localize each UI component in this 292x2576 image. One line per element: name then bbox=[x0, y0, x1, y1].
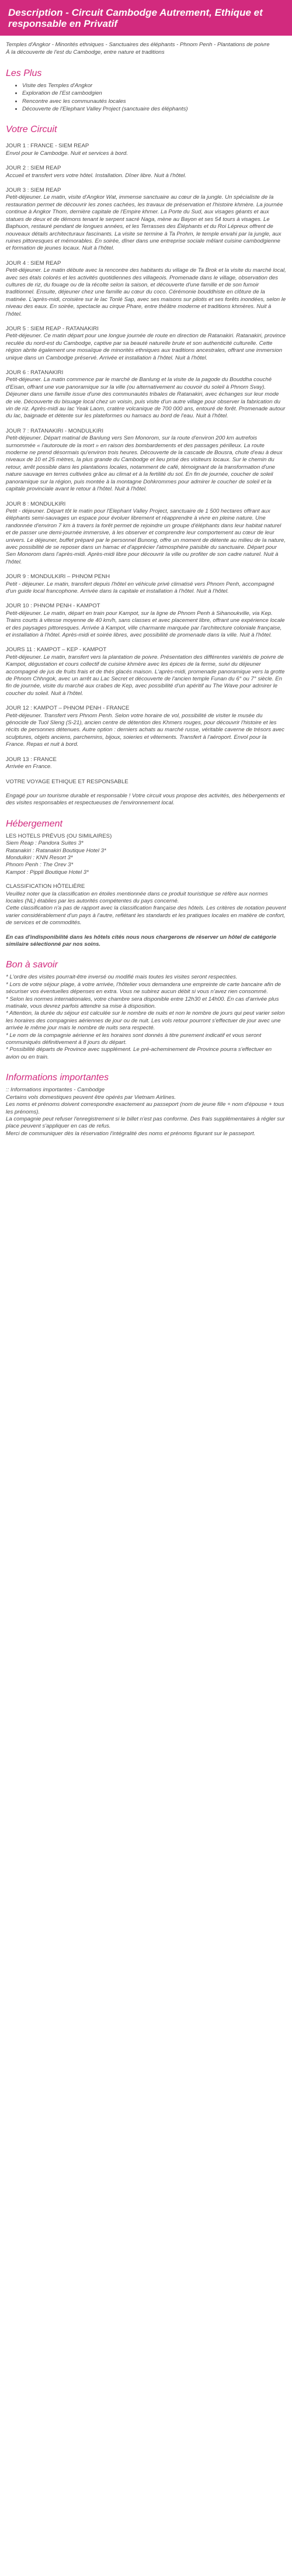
day-title: JOUR 13 : FRANCE bbox=[6, 756, 57, 763]
itinerary-day bbox=[6, 428, 286, 493]
info-line: Les noms et prénoms doivent correspondre exactement au passeport (nom de jeune fille + nom d'épouse + tous les prénoms). bbox=[6, 1101, 284, 1115]
intro-line: Temples d'Angkor - Minorités ethniques - Sanctuaires des éléphants - Phnom Penh - Plantations de poivre bbox=[6, 42, 270, 48]
itinerary-day bbox=[6, 705, 286, 748]
itinerary-day bbox=[6, 603, 286, 639]
classification-section bbox=[6, 883, 286, 948]
itinerary-day bbox=[6, 143, 286, 157]
info-item: * L'ordre des visites pourrait-être inversé ou modifié mais toutes les visites seront respectées. bbox=[6, 974, 238, 981]
itinerary-day bbox=[6, 573, 286, 595]
day-title: JOURS 11 : KAMPOT – KEP - KAMPOT bbox=[6, 646, 107, 653]
section-heading-plus: Les Plus bbox=[6, 68, 42, 78]
day-description: Petit - déjeuner. Le matin, transfert depuis l'hôtel en véhicule privé climatisé vers Phnom Penh, accompagné d'un guide local francophone. Arrivée dans la capitale et installation à l'hôtel. Nuit à l'hôtel. bbox=[6, 580, 274, 594]
day-title: JOUR 4 : SIEM REAP bbox=[6, 260, 61, 267]
itinerary-day bbox=[6, 369, 286, 420]
hotel-line: Kampot : Pippli Boutique Hotel 3* bbox=[6, 869, 89, 876]
hotel-line: Mondulkiri : KNN Resort 3* bbox=[6, 854, 73, 861]
voyage-section bbox=[6, 779, 286, 807]
itinerary-day bbox=[6, 165, 286, 179]
plus-item: • Découverte de l'Elephant Valley Project (sanctuaire des éléphants) bbox=[22, 106, 286, 113]
info-line: :: Informations importantes - Cambodge bbox=[6, 1087, 105, 1094]
voyage-text: Engagé pour un tourisme durable et responsable ! Votre circuit vous propose des activités, des hébergements et des visites responsables et respectueuses de l'environnement local. bbox=[6, 792, 285, 807]
day-description: Petit-déjeuner. La matin commence par le marché de Banlung et la visite de la pagode du Bouddha couché d'Eisan, offrant une vue panoramique sur la ville (ou alternativement au couvoir du soleil à Phnom Svay). Déjeuner dans une famille issue d'une des communautés tribales de Ratanakiri, avec échanges sur leur mode de vie. Découverte du bisuage local chez un voisin, puis visite d'un autre village pour observer la fabrication du vin de riz. Après-midi au lac Yeak Laom, cratère volcanique de 700 000 ans, entouré de forêt. Promenade autour du lac, baignade et détente sur les plateformes ou hamacs au bord de l'eau. Nuit à l'hôtel. bbox=[6, 376, 286, 420]
voyage-title: VOTRE VOYAGE ETHIQUE ET RESPONSABLE bbox=[6, 778, 128, 785]
day-title: JOUR 5 : SIEM REAP - RATANAKIRI bbox=[6, 325, 99, 332]
page-title: Description - Circuit Cambodge Autrement, Ethique et responsable en Privatif bbox=[8, 7, 263, 29]
day-description: Arrivée en France. bbox=[6, 763, 52, 770]
page bbox=[0, 0, 292, 1146]
hotel-line: Ratanakiri : Ratanakiri Boutique Hotel 3* bbox=[6, 847, 106, 854]
day-description: Petit-déjeuner. Le matin, visite d'Angkor Wat, immense sanctuaire au cœur de la jungle. Un spécialiste de la restauration permet de découvrir les zones cachées, les travaux de préservation et l'histoire khmère. La journée continue à Angkor Thom, dernière capitale de l'Empire khmer. La Porte du Sud, aux visages géants et aux statues de deux et de démons tenant le serpent sacré Naga, mène au Bayon et ses 54 tours à visages. Le Baphuon, restauré pendant de longues années, et les Terrasses des Éléphants et du Roi Lépreux offrent de nouveaux détails architecturaux fascinants. La visite se termine à Ta Prohm, le temple envahi par la jungle, aux ruines pittoresques et mémorables. En soirée, dîner dans une entreprise sociale mêlant cuisine cambodgienne et formation de jeunes locaux. Nuit à l'hôtel. bbox=[6, 194, 283, 252]
hotels-section bbox=[6, 833, 286, 876]
day-title: JOUR 1 : FRANCE - SIEM REAP bbox=[6, 143, 89, 150]
title-banner bbox=[0, 0, 292, 36]
day-description: Petit-déjeuner. Le matin, transfert vers la plantation de poivre. Présentation des différentes variétés de poivre de Kampot, dégustation et cours collectif de cuisine khmère avec les épices de la ferme, suivi du déjeuner accompagné de jus de fruits frais et de thés glacés maison. L'après-midi, promenade panoramique vers la grotte de Phnom Chhngok, avec un arrêt au Lac Secret et découverte de l'ancien temple Funan du 6° ou 7° siècle. En fin de journée, visite du marché aux crabes de Kep, avec possibilité d'un apéritif au The Wave pour admirer le coucher du soleil. Nuit à l'hôtel. bbox=[6, 653, 285, 697]
info-item: * Selon les normes internationales, votre chambre sera disponible entre 12h30 et 14h00. En cas d'arrivée plus matinale, vous devrez parfois attendre sa mise à disposition. bbox=[6, 995, 279, 1010]
itinerary-day bbox=[6, 756, 286, 771]
plus-item: • Rencontre avec les communautés locales bbox=[22, 98, 286, 105]
classification-title: CLASSIFICATION HÔTELIÈRE bbox=[6, 883, 85, 890]
day-description: Petit-déjeuner. Départ matinal de Banlung vers Sen Monorom, sur la route d'environ 200 km autrefois surnommée « l'autoroute de la mort » en raison des bombardements et des passages périlleux. La route moderne ne prend désormais qu'environ trois heures. Découverte de la cascade de Bousra, chute d'eau à deux niveaux de 10 et 25 mètres, la plus grande du Cambodge et lieu prisé des visiteurs locaux. Sur le chemin du retour, arrêt possible dans les plantations locales, notamment de café, témoignant de la transformation d'une nature sauvage en terres cultivées grâce au climat et à la fertilité du sol. En fin de journée, coucher de soleil panoramique sur la région, puis montée à la montagne Dohkrommes pour admirer le coucher de soleil et la capitale provinciale avant le retour à l'hôtel. Nuit à l'hôtel. bbox=[6, 435, 283, 493]
bon-a-savoir-list bbox=[6, 974, 286, 1061]
itinerary bbox=[6, 143, 286, 770]
itinerary-day bbox=[6, 646, 286, 697]
intro bbox=[6, 36, 286, 57]
info-item: * Le nom de la compagnie aérienne et les horaires sont donnés à titre purement indicatif et vous seront communiqués définitivement à 8 jours du départ. bbox=[6, 1032, 262, 1046]
itinerary-day bbox=[6, 326, 286, 362]
infos-list bbox=[6, 1087, 286, 1137]
day-description: Accueil et transfert vers votre hôtel. Installation. Dîner libre. Nuit à l'hôtel. bbox=[6, 172, 186, 179]
day-title: JOUR 12 : KAMPOT – PHNOM PENH - FRANCE bbox=[6, 705, 130, 712]
itinerary-day bbox=[6, 187, 286, 253]
day-description: Petit - déjeuner. Départ tôt le matin pour l'Elephant Valley Project, sanctuaire de 1 500 hectares offrant aux éléphants semi-sauvages un espace pour évoluer librement et réapprendre à vivre en pleine nature. Une randonnée d'environ 7 km à travers la forêt permet de rejoindre un groupe d'éléphants dans leur habitat naturel et de passer une demi-journée immersive, à les observer et comprendre leur comportement au cœur de leur univers. Le déjeuner, buffet préparé par le personnel Bunong, offre un moment de détente au milieu de la nature, avec possibilité de se reposer dans un hamac et d'apprécier l'atmosphère paisible du sanctuaire. Départ pour Sen Monorom dans l'après-midi. Après-midi libre pour découvrir la ville ou profiter de son cadre naturel. Nuit à l'hôtel. bbox=[6, 507, 286, 565]
section-heading-bon-a-savoir: Bon à savoir bbox=[6, 960, 58, 970]
info-item: * Lors de votre séjour plage, à votre arrivée, l'hôtelier vous demandera une empreinte de carte bancaire afin de sécuriser vos éventuelles dépenses en extra. Vous ne subirez aucun débit si vous n'avez rien consommé. bbox=[6, 981, 281, 995]
day-title: JOUR 6 : RATANAKIRI bbox=[6, 369, 64, 376]
day-title: JOUR 2 : SIEM REAP bbox=[6, 165, 61, 172]
day-title: JOUR 10 : PHNOM PENH - KAMPOT bbox=[6, 603, 100, 610]
day-title: JOUR 8 : MONDULKIRI bbox=[6, 500, 66, 507]
info-line: Merci de communiquer dès la réservation l'intégralité des noms et prénoms figurant sur le passeport. bbox=[6, 1130, 256, 1137]
availability-warning: En cas d'indisponibilité dans les hôtels cités nous nous chargerons de réserver un hôtel de catégorie similaire sélectionné par nos soins. bbox=[6, 933, 276, 948]
day-title: JOUR 9 : MONDULKIRI – PHNOM PENH bbox=[6, 573, 110, 580]
plus-item: • Visite des Temples d'Angkor bbox=[22, 82, 286, 89]
info-line: La compagnie peut refuser l'enregistrement si le billet n'est pas conforme. Des frais supplémentaires à régler sur place peuvent s'appliquer en cas de refus. bbox=[6, 1115, 285, 1130]
classification-text: Veuillez noter que la classification en étoiles mentionnée dans ce produit touristique se réfère aux normes locales (NL) établies par les autorités compétentes du pays concerné. bbox=[6, 890, 268, 904]
info-line: Certains vols domestiques peuvent être opérés par Vietnam Airlines. bbox=[6, 1094, 176, 1101]
day-description: Petit-déjeuner. Transfert vers Phnom Penh. Selon votre horaire de vol, possibilité de visiter le musée du génocide de Tuol Sleng (S-21), ancien centre de détention des Khmers rouges, pour découvrir l'histoire et les récits de personnes détenues. Autre option : derniers achats au marché russe, véritable caverne de trésors avec sculptures, objets anciens, parchemins, bijoux, soieries et vêtements. Transfert à l'aéroport. Envol pour la France. Repas et nuit à bord. bbox=[6, 712, 284, 748]
hotels-title: LES HOTELS PRÉVUS (OU SIMILAIRES) bbox=[6, 832, 112, 839]
section-heading-infos: Informations importantes bbox=[6, 1073, 109, 1083]
itinerary-day bbox=[6, 260, 286, 318]
section-heading-circuit: Votre Circuit bbox=[6, 125, 57, 135]
day-title: JOUR 7 : RATANAKIRI - MONDULKIRI bbox=[6, 427, 104, 434]
day-title: JOUR 3 : SIEM REAP bbox=[6, 187, 61, 194]
hotel-line: Siem Reap : Pandora Suites 3* bbox=[6, 840, 84, 847]
day-description: Envol pour le Cambodge. Nuit et services à bord. bbox=[6, 150, 128, 157]
hotel-line: Phnom Penh : The Orev 3* bbox=[6, 862, 74, 869]
day-description: Petit-déjeuner. Le matin, départ en train pour Kampot, sur la ligne de Phnom Penh à Sihanoukville, via Kep. Trains courts à vitesse moyenne de 40 km/h, sans classes et avec placement libre, offrant une expérience locale et des paysages pittoresques. Arrivée à Kampot, ville charmante marquée par l'architecture coloniale française, et installation à l'hôtel. Après-midi et soirée libres, avec possibilité de promenade dans la ville. Nuit à l'hôtel. bbox=[6, 610, 285, 638]
day-description: Petit-déjeuner. Ce matin départ pour une longue journée de route en direction de Ratanakiri. Ratanakiri, province reculée du nord-est du Cambodge, captive par sa beauté naturelle brute et son authenticité culturelle. Cette région abrite également une mosaïque de minorités ethniques aux traditions ancestrales, offrant une immersion unique dans un Cambodge préservé. Arrivée et installation à l'hôtel. Nuit à l'hôtel. bbox=[6, 333, 286, 361]
section-heading-hebergement: Hébergement bbox=[6, 818, 62, 829]
plus-item: • Exploration de l'Est cambodgien bbox=[22, 90, 286, 97]
info-item: * Possibilité départs de Province avec supplément. Le pré-acheminement de Province pourra s'effectuer en avion ou en train. bbox=[6, 1046, 272, 1060]
day-description: Petit-déjeuner. Le matin débute avec la rencontre des habitants du village de Ta Brok et la visite du marché local, avec ses étals colorés et les activités quotidiennes des villageois. Promenade dans le village, observation des cultures de riz, du fouage ou de la récolte selon la saison, et découverte d'une famille et de son fumoir traditionnel. Ensuite, déjeuner chez une famille au cœur du coco. Cérémonie bouddhiste en clôture de la matinée. L'après-midi, croisière sur le lac Tonlé Sap, avec ses maisons sur pilotis et ses forêts inondées, selon le niveau des eaux. En soirée, spectacle au cirque Phare, entre théâtre moderne et traditions khmères. Nuit à l'hôtel. bbox=[6, 267, 286, 317]
itinerary-day bbox=[6, 501, 286, 566]
intro-line: À la découverte de l'est du Cambodge, entre nature et traditions bbox=[6, 49, 165, 56]
plus-list bbox=[6, 82, 286, 113]
info-item: * Attention, la durée du séjour est calculée sur le nombre de nuits et non le nombre de jours qui peut varier selon les horaires des compagnies aériennes de jour ou de nuit. Les vols retour pourront s'effectuer de jour avec une arrivée le même jour mais le nombre de nuits sera respecté. bbox=[6, 1010, 285, 1032]
classification-text: Cette classification n'a pas de rapport avec la classification française des hôtels. Les critères de notation peuvent varier considérablement d'un pays à l'autre, reflétant les standards et les pratiques locales en matière de confort, de services et de commodités. bbox=[6, 905, 286, 926]
